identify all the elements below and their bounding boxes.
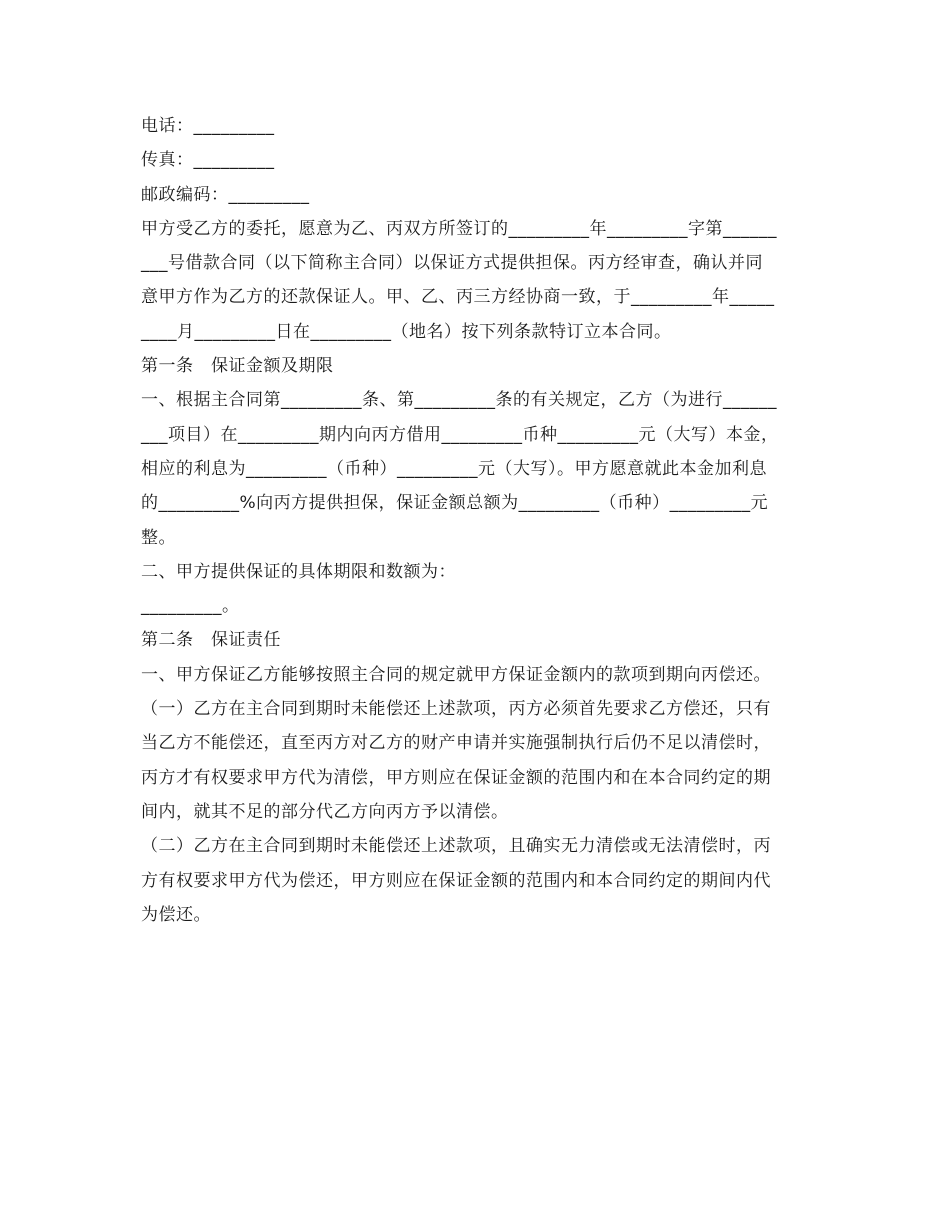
article-2-item-1-line-1: （一）乙方在主合同到期时未能偿还上述款项，丙方必须首先要求乙方偿还，只有 bbox=[141, 699, 771, 720]
document-page bbox=[141, 109, 811, 932]
article-1-clause-1-line-5: 整。 bbox=[141, 527, 176, 548]
article-1-clause-1-line-1: 一、根据主合同第_________条、第_________条的有关规定，乙方（为进行______ bbox=[141, 390, 777, 411]
article-1-clause-2-line-1: 二、甲方提供保证的具体期限和数额为： bbox=[141, 561, 456, 582]
article-1-clause-1-line-3: 相应的利息为_________（币种）_________元（大写）。甲方愿意就此本金加利息 bbox=[141, 458, 767, 479]
phone-field-line: 电话：_________ bbox=[141, 116, 275, 136]
article-2-item-1-line-4: 间内，就其不足的部分代乙方向丙方予以清偿。 bbox=[141, 801, 509, 822]
article-2-item-2-line-2: 方有权要求甲方代为偿还，甲方则应在保证金额的范围内和本合同约定的期间内代 bbox=[141, 870, 771, 891]
article-1-clause-1-line-2: ___项目）在_________期内向丙方借用_________币种_________元（大写）本金， bbox=[141, 424, 779, 445]
article-1-clause-2-line-2: _________。 bbox=[141, 596, 240, 617]
article-2-item-2-line-3: 为偿还。 bbox=[141, 904, 211, 925]
article-2-item-1-line-2: 当乙方不能偿还，直至丙方对乙方的财产申请并实施强制执行后仍不足以清偿时， bbox=[141, 733, 771, 754]
preamble-line-2: ___号借款合同（以下简称主合同）以保证方式提供担保。丙方经审查，确认并同 bbox=[141, 253, 763, 274]
article-2-clause-1: 一、甲方保证乙方能够按照主合同的规定就甲方保证金额内的款项到期向丙偿还。 bbox=[141, 664, 771, 685]
fax-field-line: 传真：_________ bbox=[141, 150, 275, 171]
article-2-item-1-line-3: 丙方才有权要求甲方代为清偿，甲方则应在保证金额的范围内和在本合同约定的期 bbox=[141, 767, 771, 788]
preamble-line-4: ____月_________日在_________（地名）按下列条款特订立本合同。 bbox=[141, 321, 672, 342]
preamble-line-1: 甲方受乙方的委托，愿意为乙、丙双方所签订的_________年_________字第______ bbox=[141, 218, 777, 239]
preamble-line-3: 意甲方作为乙方的还款保证人。甲、乙、丙三方经协商一致，于_________年_____ bbox=[141, 287, 775, 308]
article-2-heading: 第二条 保证责任 bbox=[141, 630, 281, 651]
article-2-item-2-line-1: （二）乙方在主合同到期时未能偿还上述款项，且确实无力清偿或无法清偿时，丙 bbox=[141, 836, 771, 857]
article-1-clause-1-line-4: 的_________%向丙方提供担保，保证金额总额为_________（币种）_________元 bbox=[141, 493, 769, 514]
article-1-heading: 第一条 保证金额及期限 bbox=[141, 356, 334, 377]
postal-code-field-line: 邮政编码：_________ bbox=[141, 184, 310, 205]
